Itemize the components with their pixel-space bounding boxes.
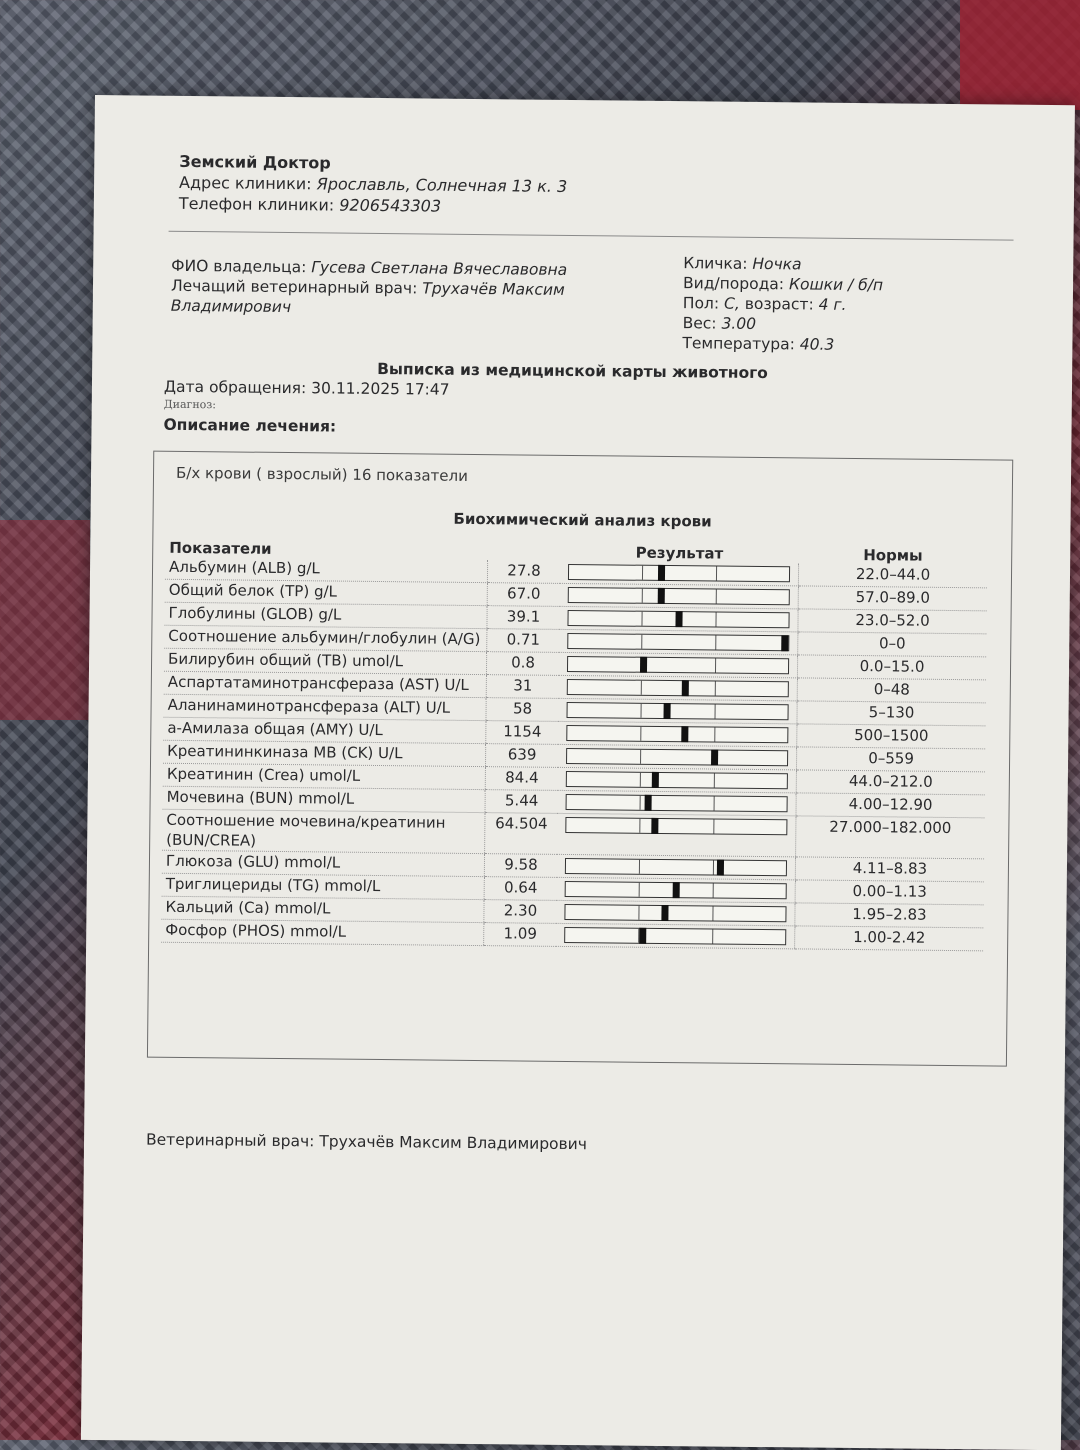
indicator-name: а-Амилаза общая (AMY) U/L bbox=[163, 717, 486, 743]
analysis-panel bbox=[147, 451, 1013, 1067]
bar-divider bbox=[639, 883, 640, 897]
bar-divider bbox=[713, 797, 714, 811]
norm-range: 1.95–2.83 bbox=[795, 903, 984, 928]
signature-line: Ветеринарный врач: Трухачёв Максим Владимирович bbox=[145, 1130, 588, 1154]
pet-breed: Вид/порода: Кошки / б/п bbox=[682, 274, 884, 295]
result-bar-cell bbox=[559, 629, 798, 654]
result-value: 27.8 bbox=[487, 560, 560, 583]
result-value: 67.0 bbox=[487, 583, 560, 607]
bar-divider bbox=[641, 704, 642, 718]
owner-info bbox=[171, 256, 612, 321]
indicator-name: Фосфор (PHOS) mmol/L bbox=[161, 919, 484, 945]
bar-divider bbox=[640, 796, 641, 810]
diagnosis-label: Диагноз: bbox=[163, 397, 217, 412]
norm-range: 44.0–212.0 bbox=[796, 770, 985, 795]
bar-divider bbox=[639, 906, 640, 920]
result-marker bbox=[661, 905, 668, 921]
bar-divider bbox=[713, 774, 714, 788]
result-marker bbox=[640, 657, 647, 673]
result-bar-cell bbox=[558, 767, 797, 792]
bar-divider bbox=[641, 727, 642, 741]
bar-divider bbox=[715, 567, 716, 581]
result-marker bbox=[652, 772, 659, 788]
result-value: 39.1 bbox=[487, 606, 560, 630]
result-bar-cell bbox=[556, 900, 795, 925]
col-norm: Нормы bbox=[863, 546, 923, 565]
result-bar bbox=[566, 771, 788, 789]
result-bar-cell bbox=[558, 698, 797, 723]
bar-divider bbox=[642, 589, 643, 603]
indicator-name: Общий белок (TP) g/L bbox=[165, 579, 488, 605]
result-bar bbox=[564, 904, 786, 922]
panel-title: Б/х крови ( взрослый) 16 показатели bbox=[175, 463, 468, 485]
result-bar bbox=[565, 858, 787, 876]
bar-divider bbox=[640, 773, 641, 787]
result-bar bbox=[567, 610, 789, 628]
indicator-name: Мочевина (BUN) mmol/L bbox=[163, 786, 486, 812]
norm-range: 0–559 bbox=[796, 747, 985, 772]
result-bar-cell bbox=[559, 675, 798, 700]
bar-divider bbox=[712, 861, 713, 875]
result-bar-cell bbox=[557, 813, 796, 856]
result-marker bbox=[645, 795, 652, 811]
result-marker bbox=[681, 726, 688, 742]
bar-divider bbox=[641, 681, 642, 695]
norm-range: 0.00–1.13 bbox=[795, 880, 984, 905]
result-marker bbox=[658, 588, 665, 604]
owner-name-line: ФИО владельца: Гусева Светлана Вячеславовна bbox=[171, 256, 568, 279]
bar-divider bbox=[714, 705, 715, 719]
indicator-name: Кальций (Ca) mmol/L bbox=[161, 896, 484, 922]
result-bar bbox=[567, 656, 789, 674]
bar-divider bbox=[712, 884, 713, 898]
bar-divider bbox=[715, 613, 716, 627]
bar-divider bbox=[640, 819, 641, 833]
document-title: Выписка из медицинской карты животного bbox=[377, 359, 768, 383]
result-bar-cell bbox=[559, 606, 798, 631]
analysis-title: Биохимический анализ крови bbox=[453, 509, 712, 531]
results-body bbox=[161, 557, 987, 951]
result-bar bbox=[564, 927, 786, 945]
indicator-name: Глобулины (GLOB) g/L bbox=[164, 602, 487, 628]
pet-nick: Кличка: Ночка bbox=[683, 254, 802, 274]
result-value: 64.504 bbox=[485, 813, 558, 855]
clinic-header bbox=[179, 151, 568, 218]
clinic-address: Адрес клиники: Ярославль, Солнечная 13 к. 3 bbox=[178, 172, 568, 196]
bar-divider bbox=[714, 682, 715, 696]
result-value: 5.44 bbox=[485, 790, 558, 814]
result-marker bbox=[675, 611, 682, 627]
result-value: 9.58 bbox=[484, 854, 557, 878]
lab-report-sheet bbox=[81, 95, 1075, 1450]
indicator-name: Соотношение мочевина/креатинин (BUN/CREA) bbox=[162, 809, 485, 853]
bar-divider bbox=[712, 930, 713, 944]
pet-temperature: Температура: 40.3 bbox=[682, 334, 835, 354]
result-bar bbox=[567, 702, 789, 720]
result-marker bbox=[651, 818, 658, 834]
result-bar-cell bbox=[556, 923, 795, 948]
result-bar-cell bbox=[559, 652, 798, 677]
result-bar bbox=[568, 587, 790, 605]
result-bar bbox=[568, 564, 790, 582]
result-value: 0.71 bbox=[487, 629, 560, 653]
col-result: Результат bbox=[635, 543, 724, 563]
treatment-label: Описание лечения: bbox=[163, 415, 337, 436]
indicator-name: Глюкоза (GLU) mmol/L bbox=[162, 850, 485, 876]
result-marker bbox=[681, 680, 688, 696]
indicator-name: Соотношение альбумин/глобулин (A/G) bbox=[164, 625, 487, 651]
result-value: 0.8 bbox=[486, 652, 559, 676]
result-value: 1154 bbox=[486, 721, 559, 745]
pet-info bbox=[682, 253, 883, 355]
indicator-name: Аланинаминотрансфераза (ALT) U/L bbox=[163, 694, 486, 720]
norm-range: 0.0–15.0 bbox=[797, 655, 986, 680]
result-bar-cell bbox=[558, 721, 797, 746]
norm-range: 23.0–52.0 bbox=[798, 609, 987, 634]
result-marker bbox=[717, 860, 724, 876]
norm-range: 0–48 bbox=[797, 678, 986, 703]
result-bar bbox=[567, 679, 789, 697]
result-value: 0.64 bbox=[484, 877, 557, 901]
result-value: 639 bbox=[485, 744, 558, 768]
result-bar-cell bbox=[557, 877, 796, 902]
bar-divider bbox=[715, 659, 716, 673]
norm-range: 500–1500 bbox=[797, 724, 986, 749]
norm-range: 57.0–89.0 bbox=[798, 586, 987, 611]
result-bar bbox=[565, 881, 787, 899]
result-bar bbox=[566, 794, 788, 812]
bar-divider bbox=[714, 728, 715, 742]
result-bar bbox=[566, 725, 788, 743]
norm-range: 4.11–8.83 bbox=[795, 857, 984, 882]
col-indicator: Показатели bbox=[169, 538, 272, 558]
bar-divider bbox=[641, 635, 642, 649]
result-marker bbox=[663, 703, 670, 719]
result-value: 31 bbox=[486, 675, 559, 699]
result-bar-cell bbox=[560, 561, 799, 586]
result-bar-cell bbox=[558, 744, 797, 769]
indicator-name: Альбумин (ALB) g/L bbox=[165, 557, 488, 583]
indicator-name: Аспартатаминотрансфераза (AST) U/L bbox=[164, 671, 487, 697]
result-marker bbox=[658, 565, 665, 581]
bar-divider bbox=[640, 750, 641, 764]
indicator-name: Триглицериды (TG) mmol/L bbox=[162, 873, 485, 899]
norm-range: 0–0 bbox=[798, 632, 987, 657]
norm-range: 4.00–12.90 bbox=[796, 793, 985, 818]
pet-sex-age: Пол: С, возраст: 4 г. bbox=[682, 294, 847, 314]
result-marker bbox=[639, 928, 646, 944]
bar-divider bbox=[642, 566, 643, 580]
result-value: 2.30 bbox=[484, 900, 557, 924]
bar-divider bbox=[712, 907, 713, 921]
result-bar-cell bbox=[557, 854, 796, 879]
bar-divider bbox=[642, 612, 643, 626]
result-value: 1.09 bbox=[484, 923, 557, 947]
result-bar-cell bbox=[560, 583, 799, 608]
result-bar bbox=[565, 817, 787, 835]
norm-range: 1.00-2.42 bbox=[795, 926, 984, 951]
pet-weight: Вес: 3.00 bbox=[682, 314, 757, 333]
result-bar bbox=[567, 633, 789, 651]
col-value-blank bbox=[488, 540, 561, 561]
result-value: 84.4 bbox=[485, 767, 558, 791]
result-marker bbox=[673, 882, 680, 898]
header-divider bbox=[169, 231, 1014, 241]
indicator-name: Креатинин (Crea) umol/L bbox=[163, 763, 486, 789]
result-marker bbox=[781, 635, 788, 651]
result-bar bbox=[566, 748, 788, 766]
indicator-name: Билирубин общий (TB) umol/L bbox=[164, 648, 487, 674]
bar-divider bbox=[715, 636, 716, 650]
norm-range: 5–130 bbox=[797, 701, 986, 726]
result-bar-cell bbox=[558, 790, 797, 815]
clinic-name: Земский Доктор bbox=[179, 151, 331, 173]
clinic-phone: Телефон клиники: 9206543303 bbox=[178, 193, 442, 216]
visit-date: Дата обращения: 30.11.2025 17:47 bbox=[163, 377, 450, 399]
indicator-name: Креатининкиназа MB (CK) U/L bbox=[163, 740, 486, 766]
vet-name-line: Лечащий ветеринарный врач: Трухачёв Максим Владимирович bbox=[170, 276, 565, 317]
result-value: 58 bbox=[486, 698, 559, 722]
results-table bbox=[161, 537, 987, 952]
bar-divider bbox=[715, 590, 716, 604]
result-marker bbox=[711, 749, 718, 765]
norm-range: 22.0–44.0 bbox=[798, 563, 987, 587]
bar-divider bbox=[713, 820, 714, 834]
norm-range: 27.000–182.000 bbox=[796, 816, 985, 859]
bar-divider bbox=[639, 860, 640, 874]
